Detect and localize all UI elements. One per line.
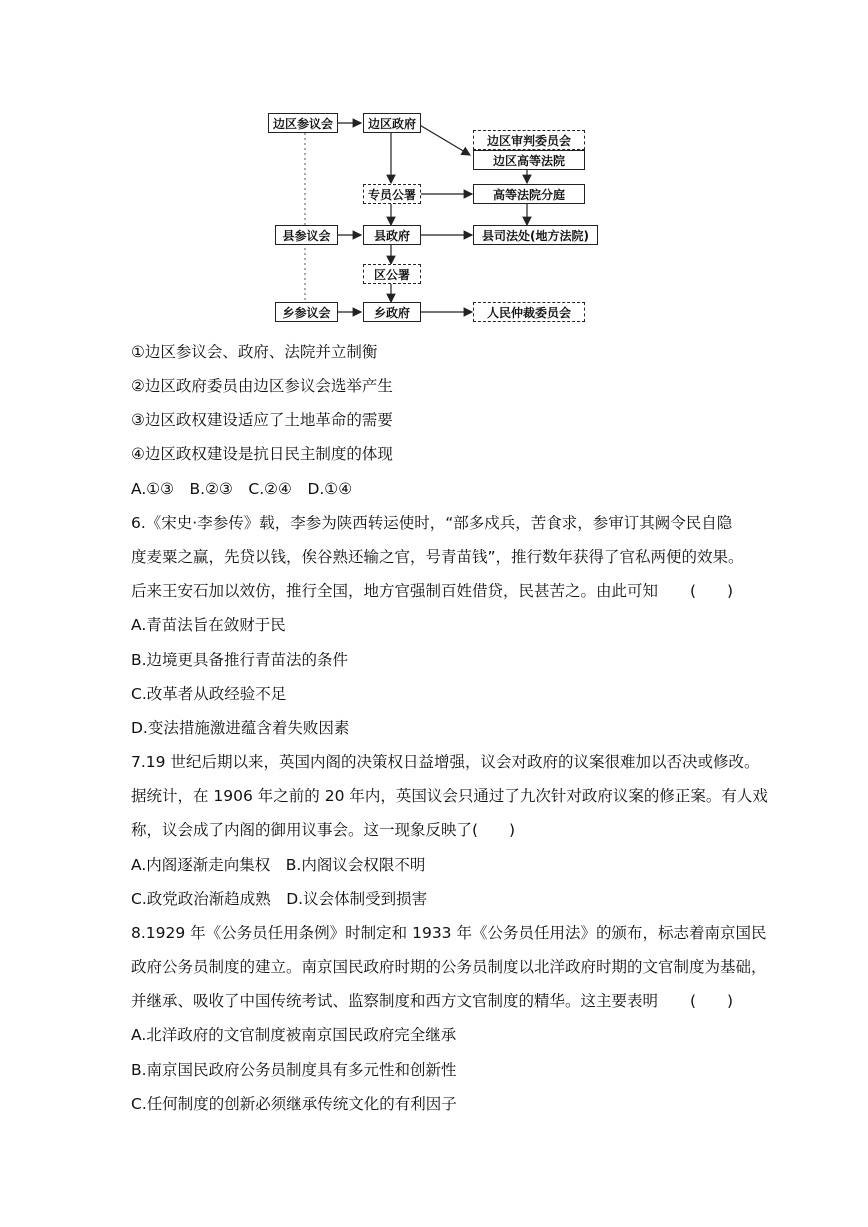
node-county-judicial: 县司法处(地方法院) (473, 225, 598, 245)
q8-stem-line3: 并继承、吸收了中国传统考试、监察制度和西方文官制度的精华。这主要表明 (131, 992, 659, 1010)
political-structure-diagram (0, 0, 868, 340)
q8-option-b: B.南京国民政府公务员制度具有多元性和创新性 (131, 1061, 457, 1079)
q7-options-cd: C.政党政治渐趋成熟 D.议会体制受到损害 (131, 890, 428, 908)
node-county-gov: 县政府 (363, 225, 421, 245)
node-border-gov: 边区政府 (363, 113, 421, 133)
q6-stem-line1: 6.《宋史·李参传》载，李参为陕西转运使时，“部多戍兵，苦食求，参审订其阙令民自隐 (131, 514, 733, 532)
q8-option-c: C.任何制度的创新必须继承传统文化的有利因子 (131, 1095, 457, 1113)
q7-stem-line2: 据统计，在 1906 年之前的 20 年内，英国议会只通过了九次针对政府议案的修正案。有人戏 (131, 787, 768, 805)
node-border-council: 边区参议会 (268, 113, 338, 133)
q8-answer-paren: ( ) (690, 992, 734, 1010)
q5-option-1: ①边区参议会、政府、法院并立制衡 (131, 343, 378, 361)
q6-option-c: C.改革者从政经验不足 (131, 685, 287, 703)
q6-option-b: B.边境更具备推行青苗法的条件 (131, 651, 349, 669)
q8-option-a: A.北洋政府的文官制度被南京国民政府完全继承 (131, 1026, 457, 1044)
node-district-office: 区公署 (363, 264, 421, 284)
q8-stem-line2: 政府公务员制度的建立。南京国民政府时期的公务员制度以北洋政府时期的文官制度为基础， (131, 958, 767, 976)
node-border-trial-committee: 边区审判委员会 (473, 130, 585, 150)
q6-option-a: A.青苗法旨在敛财于民 (131, 616, 286, 634)
q6-stem-line2: 度麦粟之赢，先贷以钱，俟谷熟还输之官，号青苗钱”，推行数年获得了官私两便的效果。 (131, 548, 744, 566)
node-county-council: 县参议会 (275, 225, 338, 245)
diagram-connectors (0, 0, 868, 340)
q6-option-d: D.变法措施激进蕴含着失败因素 (131, 719, 350, 737)
q7-stem-line3: 称，议会成了内阁的御用议事会。这一现象反映了( ) (131, 821, 516, 839)
q7-options-ab: A.内阁逐渐走向集权 B.内阁议会权限不明 (131, 856, 426, 874)
q5-option-2: ②边区政府委员由边区参议会选举产生 (131, 377, 393, 395)
q8-stem-line1: 8.1929 年《公务员任用条例》时制定和 1933 年《公务员任用法》的颁布，标志着南京国民 (131, 924, 767, 942)
node-arbitration-committee: 人民仲裁委员会 (473, 302, 585, 322)
node-border-high-court: 边区高等法院 (473, 150, 585, 170)
node-high-court-branch: 高等法院分庭 (473, 184, 585, 204)
q5-option-4: ④边区政权建设是抗日民主制度的体现 (131, 445, 393, 463)
q7-stem-line1: 7.19 世纪后期以来，英国内阁的决策权日益增强，议会对政府的议案很难加以否决或修改。 (131, 753, 760, 771)
q6-stem-line3: 后来王安石加以效仿，推行全国，地方官强制百姓借贷，民甚苦之。由此可知 (131, 582, 659, 600)
q5-answers: A.①③ B.②③ C.②④ D.①④ (131, 480, 353, 498)
q5-option-3: ③边区政权建设适应了土地革命的需要 (131, 411, 393, 429)
q6-answer-paren: ( ) (690, 582, 734, 600)
node-township-gov: 乡政府 (363, 302, 421, 322)
node-commissioner-office: 专员公署 (363, 184, 421, 204)
node-township-council: 乡参议会 (275, 302, 338, 322)
arrow-gov-to-court (418, 124, 470, 155)
